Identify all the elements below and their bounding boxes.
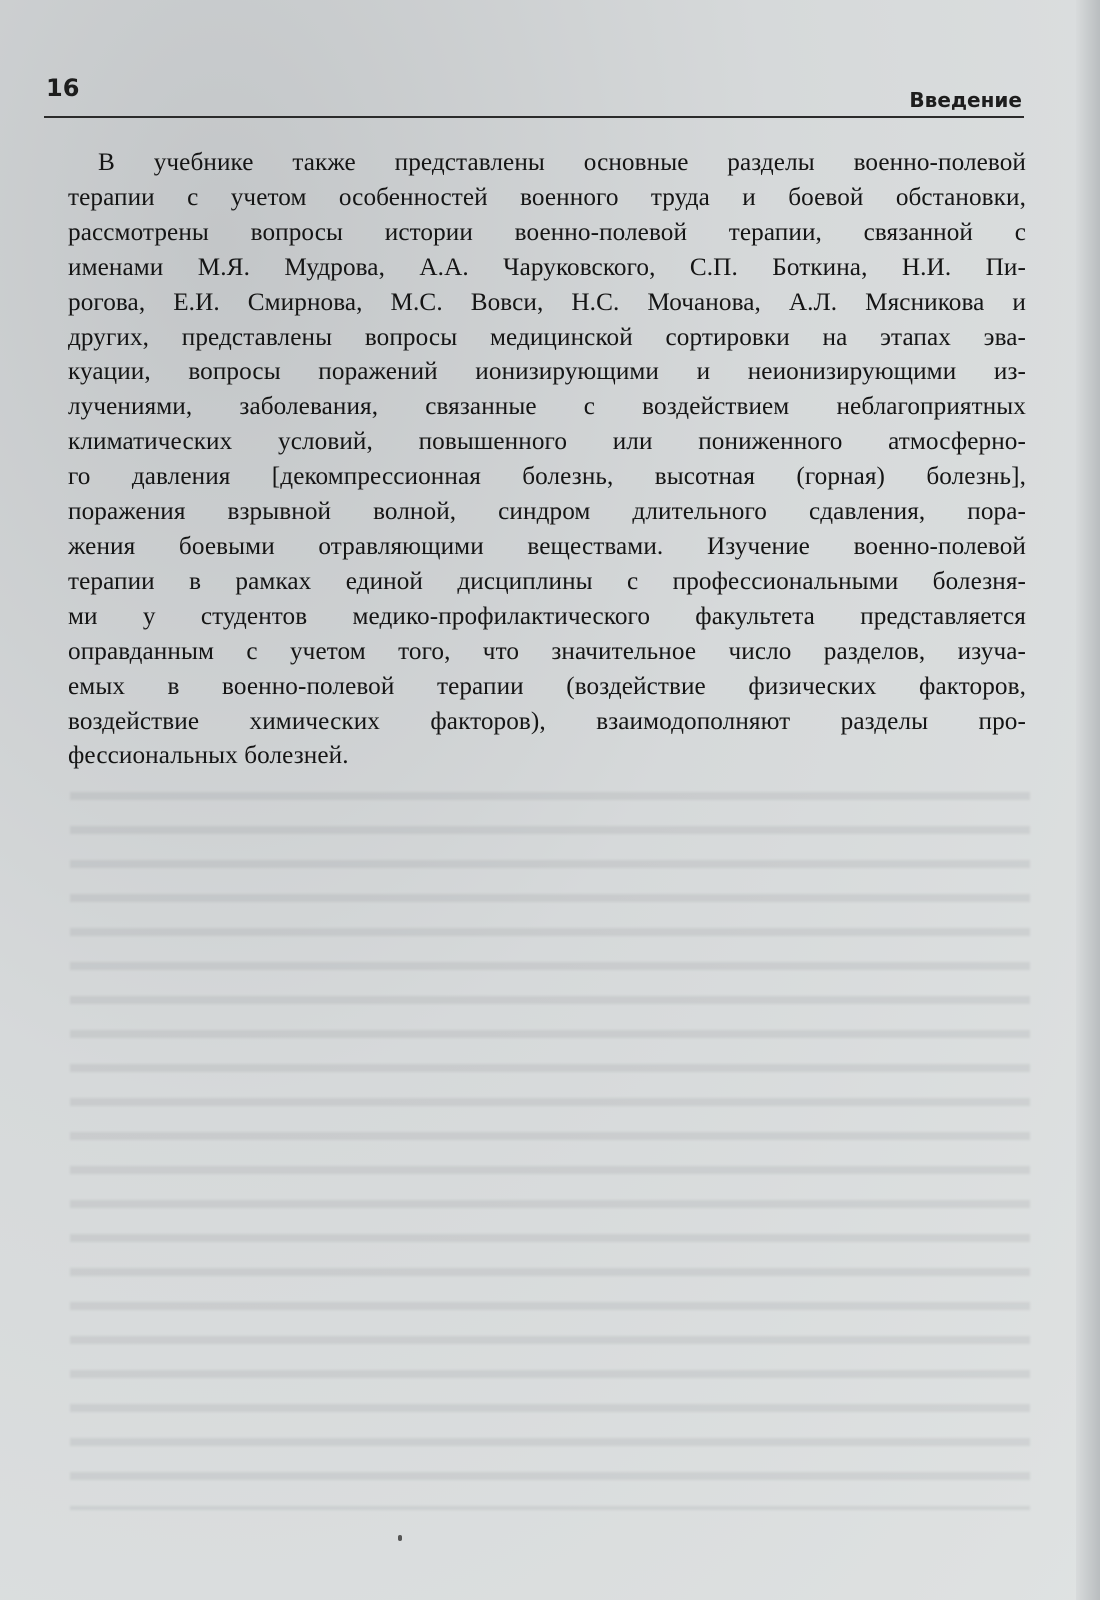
text-line: куации, вопросы поражений ионизирующими и неионизирующими из- [68, 358, 1026, 386]
bleed-through-texture [70, 770, 1030, 1510]
text-line: климатических условий, повышенного или пониженного атмосферно- [68, 428, 1026, 456]
page-number: 16 [46, 74, 80, 102]
paper-speck [398, 1535, 402, 1541]
text-line: именами М.Я. Мудрова, А.А. Чаруковского, С.П. Боткина, Н.И. Пи- [68, 253, 1026, 281]
text-line: терапии в рамках единой дисциплины с профессиональными болезня- [68, 567, 1026, 595]
text-line: оправданным с учетом того, что значительное число разделов, изуча- [68, 637, 1026, 665]
text-line: воздействие химических факторов), взаимодополняют разделы про- [68, 707, 1026, 735]
main-paragraph [68, 146, 1026, 774]
text-line: ми у студентов медико-профилактического факультета представляется [68, 602, 1026, 630]
text-line: рассмотрены вопросы истории военно-полевой терапии, связанной с [68, 218, 1026, 246]
text-line: жения боевыми отравляющими веществами. Изучение военно-полевой [68, 532, 1026, 560]
running-head: Введение [909, 88, 1022, 112]
text-line: го давления [декомпрессионная болезнь, высотная (горная) болезнь], [68, 463, 1026, 491]
page-header [44, 72, 1024, 118]
text-line: емых в военно-полевой терапии (воздействие физических факторов, [68, 672, 1026, 700]
text-line: поражения взрывной волной, синдром длительного сдавления, пора- [68, 498, 1026, 526]
text-line: В учебнике также представлены основные разделы военно-полевой [98, 149, 1026, 176]
text-line: фессиональных болезней. [68, 742, 349, 770]
text-line: терапии с учетом особенностей военного труда и боевой обстановки, [68, 183, 1026, 211]
page-edge-shadow [1076, 0, 1100, 1600]
text-line: рогова, Е.И. Смирнова, М.С. Вовси, Н.С. Мочанова, А.Л. Мясникова и [68, 288, 1026, 316]
text-line: лучениями, заболевания, связанные с воздействием неблагоприятных [68, 393, 1026, 421]
text-line: других, представлены вопросы медицинской сортировки на этапах эва- [68, 323, 1026, 351]
